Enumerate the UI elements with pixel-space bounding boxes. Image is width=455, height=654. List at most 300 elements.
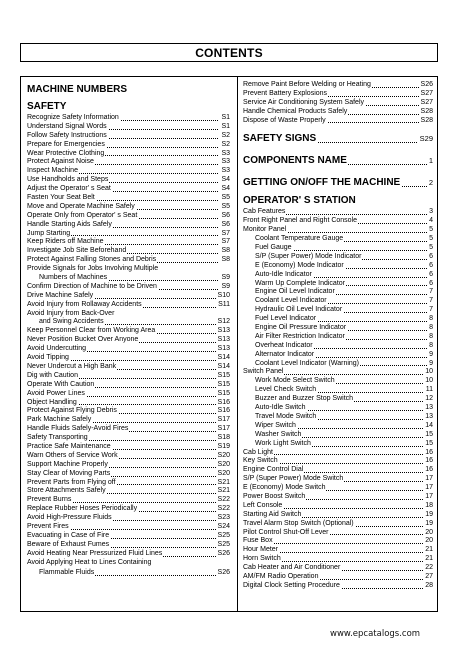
toc-entry-title: Level Check Switch — [255, 386, 317, 394]
toc-entry-page: S15 — [217, 389, 230, 397]
toc-entry-title: Cab Light — [243, 448, 273, 456]
toc-entry-page: S26 — [217, 569, 230, 577]
toc-entry-page: 8 — [429, 315, 433, 323]
toc-entry[interactable] — [27, 167, 230, 176]
toc-entry-page: 18 — [425, 501, 433, 509]
toc-entry-page: 5 — [429, 235, 433, 243]
toc-entry-page: S12 — [217, 318, 230, 326]
toc-entry-title: Stay Clear of Moving Parts — [27, 469, 111, 477]
contents-table — [20, 76, 438, 612]
toc-entry[interactable] — [243, 360, 433, 369]
toc-entry[interactable] — [27, 407, 230, 416]
toc-entry-title: Use Handholds and Steps — [27, 176, 109, 184]
toc-entry[interactable] — [243, 262, 433, 271]
toc-entry[interactable] — [27, 559, 230, 568]
toc-entry-page: S27 — [420, 89, 433, 97]
toc-entry[interactable] — [27, 541, 230, 550]
toc-entry-page: 6 — [429, 261, 433, 269]
toc-entry-title: Auto-Idle Switch — [255, 404, 306, 412]
toc-entry-page: 6 — [429, 279, 433, 287]
toc-entry-title: Store Attachments Safely — [27, 487, 106, 495]
toc-entry[interactable] — [27, 523, 230, 532]
toc-entry[interactable] — [27, 487, 230, 496]
toc-entry[interactable] — [27, 496, 230, 505]
toc-entry-title: Support Machine Properly — [27, 460, 108, 468]
toc-entry-page: 15 — [425, 430, 433, 438]
toc-entry[interactable] — [27, 141, 230, 150]
toc-entry-title: Avoid Applying Heat to Lines Containing — [27, 558, 152, 566]
toc-entry-title: Alternator Indicator — [255, 350, 315, 358]
toc-entry-title: Avoid High-Pressure Fluids — [27, 514, 112, 522]
toc-entry[interactable] — [27, 381, 230, 390]
toc-entry[interactable] — [27, 203, 230, 212]
toc-entry[interactable] — [243, 208, 433, 217]
toc-entry-title: Front Right Panel and Right Console — [243, 217, 358, 225]
toc-entry[interactable] — [243, 484, 433, 493]
toc-entry-page: S1 — [221, 122, 230, 130]
toc-entry[interactable] — [27, 390, 230, 399]
toc-entry-page: S13 — [217, 327, 230, 335]
toc-entry-page: 10 — [425, 377, 433, 385]
toc-entry[interactable] — [243, 422, 433, 431]
toc-entry[interactable] — [243, 440, 433, 449]
toc-entry[interactable] — [27, 569, 230, 578]
toc-entry[interactable] — [27, 434, 230, 443]
left-entry-list — [27, 114, 230, 578]
toc-entry[interactable] — [243, 315, 433, 324]
toc-entry-title: Avoid Power Lines — [27, 389, 85, 397]
toc-entry-page: S10 — [217, 291, 230, 299]
toc-entry[interactable] — [243, 108, 433, 117]
toc-entry[interactable] — [243, 520, 433, 529]
toc-entry-title: Monitor Panel — [243, 226, 287, 234]
toc-entry-page: S3 — [221, 167, 230, 175]
toc-entry-page: S22 — [217, 505, 230, 513]
left-column — [27, 77, 230, 578]
toc-entry[interactable] — [243, 235, 433, 244]
right-top-entry-list — [243, 81, 433, 125]
toc-entry-title: Handle Chemical Products Safely — [243, 107, 348, 115]
toc-entry-title: Cab Heater and Air Conditioner — [243, 564, 341, 572]
toc-entry-page: S16 — [217, 407, 230, 415]
toc-entry[interactable] — [243, 395, 433, 404]
toc-entry[interactable] — [27, 399, 230, 408]
toc-entry[interactable] — [27, 327, 230, 336]
toc-entry-title: Prevent Fires — [27, 522, 69, 530]
toc-entry-title: Engine Oil Level Indicator — [255, 288, 335, 296]
toc-entry-title: Travel Alarm Stop Switch (Optional) — [243, 519, 354, 527]
toc-entry-title: Coolant Level Indicator (Warning) — [255, 359, 360, 367]
toc-entry-page: 8 — [429, 341, 433, 349]
toc-entry-title: Pilot Control Shut-Off Lever — [243, 528, 329, 536]
toc-entry-page: 14 — [425, 421, 433, 429]
toc-entry-title: Dig with Caution — [27, 371, 78, 379]
toc-entry-title: Service Air Conditioning System Safely — [243, 98, 364, 106]
toc-entry[interactable] — [27, 132, 230, 141]
column-divider — [237, 77, 238, 611]
toc-entry-page: S4 — [221, 176, 230, 184]
toc-entry[interactable] — [27, 194, 230, 203]
toc-entry-title: Avoid Injury from Back-Over — [27, 309, 115, 317]
toc-entry-title: Fuse Box — [243, 537, 273, 545]
toc-entry-page: 7 — [429, 306, 433, 314]
toc-entry-page: S14 — [217, 354, 230, 362]
right-column — [243, 77, 433, 591]
toc-entry-page: S6 — [221, 220, 230, 228]
toc-entry-page: 9 — [429, 350, 433, 358]
toc-entry-page: 17 — [425, 475, 433, 483]
toc-entry[interactable] — [27, 336, 230, 345]
toc-entry-title: Operate Only from Operator' s Seat — [27, 211, 138, 219]
toc-entry[interactable] — [243, 386, 433, 395]
toc-entry-title: Travel Mode Switch — [255, 412, 317, 420]
toc-entry-page: 10 — [425, 368, 433, 376]
toc-entry-page: S9 — [221, 282, 230, 290]
toc-entry-page: S24 — [217, 522, 230, 530]
toc-entry-page: 21 — [425, 555, 433, 563]
toc-entry[interactable] — [27, 158, 230, 167]
toc-entry[interactable] — [243, 449, 433, 458]
toc-entry-title: Follow Safety Instructions — [27, 131, 107, 139]
toc-entry-page: 22 — [425, 564, 433, 572]
toc-entry-page: S26 — [420, 81, 433, 88]
toc-entry-title: Avoid Tipping — [27, 354, 69, 362]
toc-entry-page: S5 — [221, 194, 230, 202]
toc-entry-page: S28 — [420, 107, 433, 115]
toc-entry-page: S13 — [217, 336, 230, 344]
toc-entry-title: Prevent Parts from Flying off — [27, 478, 116, 486]
toc-entry-title: Air Filter Restriction Indicator — [255, 332, 345, 340]
toc-entry-page: 16 — [425, 466, 433, 474]
toc-entry[interactable] — [243, 475, 433, 484]
toc-entry-title: Provide Signals for Jobs Involving Multiple — [27, 265, 159, 273]
toc-entry-page: 11 — [425, 386, 433, 394]
footer-url[interactable]: www.epcatalogs.com — [330, 629, 421, 639]
toc-entry-title: Protect Against Falling Stones and Debris — [27, 256, 157, 264]
toc-entry-page: 6 — [429, 270, 433, 278]
toc-entry-title: Protect Against Noise — [27, 158, 94, 166]
toc-entry[interactable] — [243, 306, 433, 315]
toc-entry-title: Coolant Temperature Gauge — [255, 235, 344, 243]
toc-entry-title: Park Machine Safely — [27, 416, 92, 424]
toc-entry-page: S27 — [420, 98, 433, 106]
toc-entry-title: Digital Clock Setting Procedure — [243, 581, 340, 589]
toc-entry[interactable] — [243, 253, 433, 262]
toc-entry[interactable] — [27, 265, 230, 274]
toc-entry[interactable] — [27, 221, 230, 230]
toc-entry-title: Horn Switch — [243, 555, 281, 563]
toc-entry[interactable] — [27, 274, 230, 283]
toc-entry[interactable] — [243, 90, 433, 99]
toc-entry-title: Overheat Indicator — [255, 341, 313, 349]
toc-entry-page: S1 — [221, 114, 230, 121]
toc-entry[interactable] — [243, 502, 433, 511]
toc-entry-page: S2 — [221, 140, 230, 148]
toc-entry-title: Switch Panel — [243, 368, 284, 376]
toc-entry[interactable] — [27, 212, 230, 221]
toc-entry-page: 17 — [425, 484, 433, 492]
toc-entry-title: Never Undercut a High Bank — [27, 362, 117, 370]
toc-entry[interactable] — [243, 324, 433, 333]
toc-entry-page: 16 — [425, 448, 433, 456]
toc-entry[interactable] — [27, 247, 230, 256]
toc-entry[interactable] — [27, 310, 230, 319]
toc-entry-page: S8 — [221, 247, 230, 255]
section-operators-station: OPERATOR' S STATION — [243, 195, 356, 207]
toc-entry-title: Beware of Exhaust Fumes — [27, 540, 110, 548]
toc-entry[interactable] — [243, 564, 433, 573]
toc-entry[interactable] — [27, 372, 230, 381]
toc-entry[interactable] — [27, 185, 230, 194]
toc-entry-title: Key Switch — [243, 457, 278, 465]
toc-entry-title: Fasten Your Seat Belt — [27, 194, 95, 202]
toc-entry-page: 17 — [425, 492, 433, 500]
toc-entry-page: 19 — [425, 510, 433, 518]
toc-entry-title: and Swing Accidents — [39, 318, 104, 326]
toc-entry-title: Coolant Level Indicator — [255, 297, 327, 305]
toc-entry-title: Practice Safe Maintenance — [27, 442, 111, 450]
toc-entry[interactable] — [243, 431, 433, 440]
toc-entry-title: Auto-Idle Indicator — [255, 270, 312, 278]
toc-entry-page: S7 — [221, 238, 230, 246]
toc-entry[interactable] — [27, 470, 230, 479]
toc-entry-title: Hydraulic Oil Level Indicator — [255, 306, 343, 314]
toc-entry[interactable] — [243, 466, 433, 475]
section-getting-on-off[interactable]: GETTING ON/OFF THE MACHINE 2 — [243, 174, 433, 192]
toc-entry[interactable] — [243, 493, 433, 502]
toc-entry-title: Engine Control Dial — [243, 466, 304, 474]
toc-entry[interactable] — [243, 537, 433, 546]
toc-entry[interactable] — [27, 176, 230, 185]
toc-entry-page: 8 — [429, 324, 433, 332]
toc-entry-page: S16 — [217, 398, 230, 406]
toc-entry-page: 7 — [429, 297, 433, 305]
toc-entry-title: Investigate Job Site Beforehand — [27, 247, 127, 255]
toc-entry-title: Confirm Direction of Machine to be Driven — [27, 282, 157, 290]
toc-entry-title: Work Light Switch — [255, 439, 311, 447]
toc-entry[interactable] — [27, 238, 230, 247]
toc-entry-page: S26 — [217, 549, 230, 557]
toc-entry-page: S2 — [221, 131, 230, 139]
toc-entry[interactable] — [27, 443, 230, 452]
toc-entry[interactable] — [243, 582, 433, 591]
toc-entry-page: 7 — [429, 288, 433, 296]
section-safety: SAFETY — [27, 101, 67, 112]
toc-entry-title: Replace Rubber Hoses Periodically — [27, 505, 138, 513]
toc-entry-title: Fuel Gauge — [255, 244, 292, 252]
toc-entry[interactable] — [243, 511, 433, 520]
toc-entry[interactable] — [27, 416, 230, 425]
toc-entry-page: 6 — [429, 252, 433, 260]
toc-entry-page: S3 — [221, 158, 230, 166]
toc-entry-page: S14 — [217, 362, 230, 370]
toc-entry-page: 12 — [425, 395, 433, 403]
section-safety-signs[interactable]: SAFETY SIGNS S29 — [243, 130, 433, 148]
toc-entry[interactable] — [243, 413, 433, 422]
toc-entry[interactable] — [243, 117, 433, 126]
page-title: CONTENTS — [195, 45, 263, 60]
toc-entry[interactable] — [243, 271, 433, 280]
toc-entry[interactable] — [243, 226, 433, 235]
toc-entry[interactable] — [27, 283, 230, 292]
toc-entry[interactable] — [27, 532, 230, 541]
toc-entry-title: Remove Paint Before Welding or Heating — [243, 81, 371, 88]
toc-entry-title: Wiper Switch — [255, 421, 296, 429]
toc-entry-page: S7 — [221, 229, 230, 237]
toc-entry-title: Left Console — [243, 501, 283, 509]
toc-entry[interactable] — [243, 217, 433, 226]
toc-entry[interactable] — [27, 505, 230, 514]
toc-entry-title: Warm Up Complete Indicator — [255, 279, 345, 287]
toc-entry-page: S5 — [221, 202, 230, 210]
toc-entry-title: Cab Features — [243, 208, 286, 216]
toc-entry-page: 16 — [425, 457, 433, 465]
toc-entry-page: S25 — [217, 531, 230, 539]
toc-entry-page: S21 — [217, 487, 230, 495]
toc-entry-title: Prevent Battery Explosions — [243, 89, 328, 97]
toc-entry-page: 5 — [429, 244, 433, 252]
toc-entry-page: S15 — [217, 371, 230, 379]
toc-entry-page: 3 — [429, 208, 433, 216]
toc-entry-page: S28 — [420, 116, 433, 124]
toc-entry-page: 20 — [425, 537, 433, 545]
toc-entry-page: S17 — [217, 425, 230, 433]
toc-entry-title: Dispose of Waste Properly — [243, 116, 326, 124]
toc-entry-title: Safety Transporting — [27, 434, 88, 442]
toc-entry-title: Never Position Bucket Over Anyone — [27, 336, 139, 344]
toc-entry-title: Prepare for Emergencies — [27, 140, 105, 148]
toc-entry[interactable] — [27, 123, 230, 132]
toc-entry-title: Avoid Undercutting — [27, 345, 87, 353]
toc-entry-page: 13 — [425, 404, 433, 412]
toc-entry[interactable] — [243, 244, 433, 253]
toc-entry[interactable] — [243, 280, 433, 289]
toc-entry[interactable] — [27, 345, 230, 354]
toc-entry[interactable] — [243, 99, 433, 108]
toc-entry-title: Flammable Fluids — [39, 569, 95, 577]
toc-entry-page: 8 — [429, 332, 433, 340]
toc-entry-page: 20 — [425, 528, 433, 536]
toc-entry[interactable] — [27, 354, 230, 363]
toc-entry-page: 21 — [425, 546, 433, 554]
toc-entry-title: Keep Riders off Machine — [27, 238, 104, 246]
toc-entry[interactable] — [243, 297, 433, 306]
toc-entry-title: Keep Personnel Clear from Working Area — [27, 327, 156, 335]
toc-entry-title: Adjust the Operator' s Seat — [27, 185, 111, 193]
toc-entry[interactable] — [243, 573, 433, 582]
toc-entry-title: Warn Others of Service Work — [27, 451, 118, 459]
toc-entry-title: Move and Operate Machine Safely — [27, 202, 135, 210]
toc-entry-page: 4 — [429, 217, 433, 225]
toc-entry-page: 15 — [425, 439, 433, 447]
toc-entry[interactable] — [243, 288, 433, 297]
toc-entry-page: 13 — [425, 412, 433, 420]
toc-entry-title: S/P (Super Power) Mode Indicator — [255, 252, 362, 260]
toc-entry-page: S20 — [217, 460, 230, 468]
section-machine-numbers[interactable]: MACHINE NUMBERS — [27, 84, 127, 95]
toc-entry[interactable] — [27, 550, 230, 559]
toc-entry-title: Starting Aid Switch — [243, 510, 302, 518]
toc-entry[interactable] — [243, 555, 433, 564]
toc-entry-page: S20 — [217, 469, 230, 477]
toc-entry-title: Handle Fluids Safely-Avoid Fires — [27, 425, 129, 433]
toc-entry[interactable] — [27, 292, 230, 301]
toc-entry-title: Avoid Heating Near Pressurized Fluid Lines — [27, 549, 163, 557]
toc-entry-title: Inspect Machine — [27, 167, 78, 175]
toc-entry[interactable] — [27, 301, 230, 310]
toc-entry[interactable] — [27, 425, 230, 434]
toc-entry-page: S3 — [221, 149, 230, 157]
toc-entry-title: E (Economy) Mode Switch — [243, 484, 326, 492]
toc-entry[interactable] — [243, 342, 433, 351]
toc-entry[interactable] — [27, 150, 230, 159]
toc-entry-page: S4 — [221, 185, 230, 193]
toc-entry-page: S23 — [217, 514, 230, 522]
toc-entry-title: Protect Against Flying Debris — [27, 407, 117, 415]
toc-entry[interactable] — [243, 546, 433, 555]
toc-entry[interactable] — [27, 318, 230, 327]
toc-entry[interactable] — [243, 377, 433, 386]
toc-entry-title: E (Economy) Mode Indicator — [255, 261, 344, 269]
toc-entry-page: 9 — [429, 359, 433, 367]
toc-entry[interactable] — [243, 368, 433, 377]
toc-entry[interactable] — [243, 333, 433, 342]
toc-entry-title: Prevent Burns — [27, 496, 72, 504]
toc-entry-page: S19 — [217, 442, 230, 450]
toc-entry[interactable] — [27, 256, 230, 265]
toc-entry[interactable] — [27, 114, 230, 123]
toc-entry-page: S15 — [217, 380, 230, 388]
toc-entry-page: 19 — [425, 519, 433, 527]
toc-entry-title: Recognize Safety Information — [27, 114, 119, 121]
toc-entry[interactable] — [27, 514, 230, 523]
toc-entry-title: Fuel Level Indicator — [255, 315, 317, 323]
toc-entry-title: Drive Machine Safely — [27, 291, 94, 299]
toc-entry-page: S13 — [217, 345, 230, 353]
toc-entry[interactable] — [27, 363, 230, 372]
toc-entry[interactable] — [243, 457, 433, 466]
toc-entry-title: Jump Starting — [27, 229, 71, 237]
toc-entry-title: AM/FM Radio Operation — [243, 572, 319, 580]
toc-entry-page: S9 — [221, 274, 230, 282]
toc-entry-page: S20 — [217, 451, 230, 459]
toc-entry-title: Washer Switch — [255, 430, 302, 438]
toc-entry-page: S11 — [218, 300, 230, 308]
toc-entry-title: Operate With Caution — [27, 380, 95, 388]
toc-entry[interactable] — [27, 461, 230, 470]
toc-entry-title: Hour Meter — [243, 546, 279, 554]
toc-entry[interactable] — [243, 351, 433, 360]
contents-title-box — [20, 43, 438, 62]
toc-entry-page: 27 — [425, 572, 433, 580]
section-components-name[interactable]: COMPONENTS NAME 1 — [243, 152, 433, 170]
toc-entry[interactable] — [243, 529, 433, 538]
toc-entry-title: Work Mode Select Switch — [255, 377, 335, 385]
toc-entry[interactable] — [27, 452, 230, 461]
toc-entry-page: S18 — [217, 434, 230, 442]
toc-entry-page: S6 — [221, 211, 230, 219]
toc-entry[interactable] — [27, 230, 230, 239]
toc-entry[interactable] — [243, 404, 433, 413]
toc-entry[interactable] — [243, 81, 433, 90]
toc-entry-page: S17 — [217, 416, 230, 424]
toc-entry-title: Wear Protective Clothing — [27, 149, 105, 157]
toc-entry-page: S22 — [217, 496, 230, 504]
toc-entry-title: Avoid Injury from Rollaway Accidents — [27, 300, 142, 308]
toc-entry[interactable] — [27, 479, 230, 488]
right-entry-list — [243, 208, 433, 590]
toc-entry-page: S21 — [217, 478, 230, 486]
